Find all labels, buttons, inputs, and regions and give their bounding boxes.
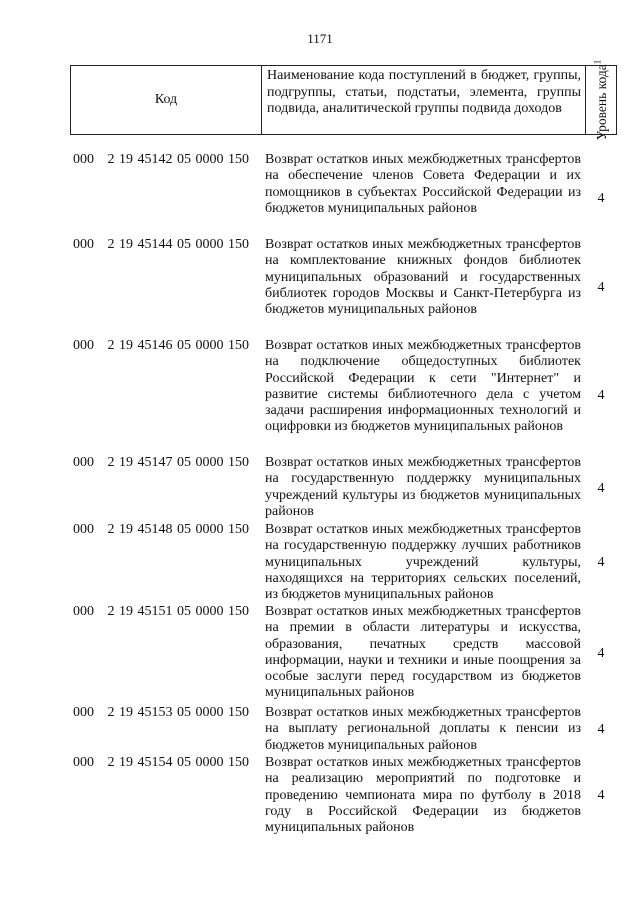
row-code — [73, 237, 249, 253]
row-name: Возврат остатков иных межбюджетных трансфертов на государственную поддержку лучших работников муниципальных учреждений культуры, находящихся на территориях сельских поселений, из бюджетов муниципальных районов — [265, 522, 581, 603]
row-code — [73, 152, 249, 168]
row-admin-code: 000 — [73, 338, 94, 353]
row-revenue-code: 2 19 45153 05 0000 150 — [107, 705, 249, 720]
row-code — [73, 522, 249, 538]
row-admin-code: 000 — [73, 152, 94, 167]
row-code — [73, 604, 249, 620]
row-admin-code: 000 — [73, 705, 94, 720]
row-revenue-code: 2 19 45144 05 0000 150 — [107, 237, 249, 252]
row-code — [73, 338, 249, 354]
row-level: 4 — [597, 788, 605, 803]
row-code — [73, 755, 249, 771]
row-revenue-code: 2 19 45146 05 0000 150 — [107, 338, 249, 353]
header-level-text: Уровень кода — [593, 64, 609, 141]
page-number: 1171 — [307, 31, 333, 46]
row-name: Возврат остатков иных межбюджетных трансфертов на комплектование книжных фондов библиотек муниципальных образований и государственных библиотек городов Москвы и Санкт-Петербурга из бюджетов муниципальных районов — [265, 237, 581, 318]
row-revenue-code: 2 19 45147 05 0000 150 — [107, 455, 249, 470]
row-level: 4 — [597, 481, 605, 496]
row-level: 4 — [597, 280, 605, 295]
row-revenue-code: 2 19 45151 05 0000 150 — [107, 604, 249, 619]
header-code-column: Код — [71, 66, 262, 134]
row-admin-code: 000 — [73, 755, 94, 770]
row-level: 4 — [597, 191, 605, 206]
header-level-column — [586, 59, 616, 141]
row-name: Возврат остатков иных межбюджетных трансфертов на обеспечение членов Совета Федерации и их помощников в субъектах Российской Федерации из бюджетов муниципальных районов — [265, 152, 581, 216]
row-admin-code: 000 — [73, 604, 94, 619]
table-header — [70, 59, 617, 141]
header-level-label — [592, 60, 610, 141]
header-level-footnote: 1 — [592, 59, 603, 65]
row-level: 4 — [597, 555, 605, 570]
row-name: Возврат остатков иных межбюджетных трансфертов на подключение общедоступных библиотек Российской Федерации к сети "Интернет" и развитие системы библиотечного дела с учетом задачи расширения информационных технологий и оцифровки из бюджетов муниципальных районов — [265, 338, 581, 435]
row-name: Возврат остатков иных межбюджетных трансфертов на выплату региональной доплаты к пенсии из бюджетов муниципальных районов — [265, 705, 581, 753]
row-revenue-code: 2 19 45148 05 0000 150 — [107, 522, 249, 537]
row-revenue-code: 2 19 45154 05 0000 150 — [107, 755, 249, 770]
header-name-column: Наименование кода поступлений в бюджет, группы, подгруппы, статьи, подстатьи, элемента, группы подвида, аналитической группы подвида доходов — [262, 66, 586, 134]
row-level: 4 — [597, 646, 605, 661]
row-admin-code: 000 — [73, 522, 94, 537]
row-code — [73, 705, 249, 721]
row-admin-code: 000 — [73, 237, 94, 252]
row-admin-code: 000 — [73, 455, 94, 470]
row-name: Возврат остатков иных межбюджетных трансфертов на премии в области литературы и искусства, образования, печатных средств массовой информации, науки и техники и иные поощрения за особые заслуги перед государством из бюджетов муниципальных районов — [265, 604, 581, 701]
row-level: 4 — [597, 722, 605, 737]
row-name: Возврат остатков иных межбюджетных трансфертов на государственную поддержку муниципальных учреждений культуры из бюджетов муниципальных районов — [265, 455, 581, 519]
row-revenue-code: 2 19 45142 05 0000 150 — [107, 152, 249, 167]
row-level: 4 — [597, 388, 605, 403]
row-name: Возврат остатков иных межбюджетных трансфертов на реализацию мероприятий по подготовке и проведению чемпионата мира по футболу в 2018 году в Российской Федерации из бюджетов муниципальных районов — [265, 755, 581, 836]
row-code — [73, 455, 249, 471]
